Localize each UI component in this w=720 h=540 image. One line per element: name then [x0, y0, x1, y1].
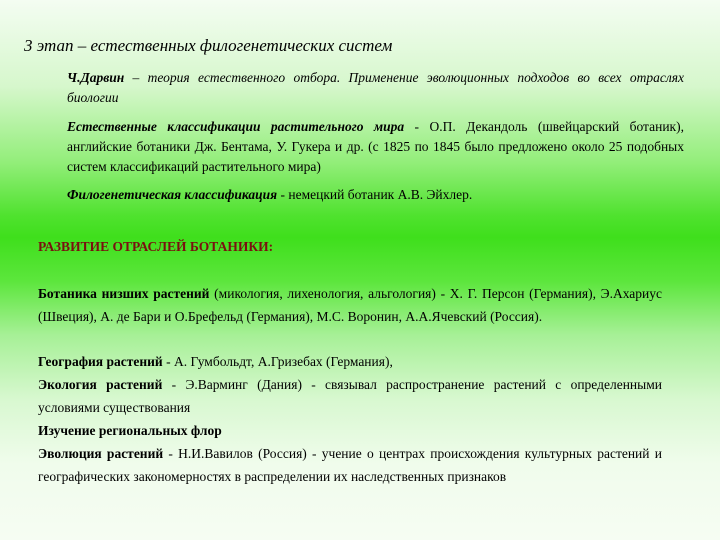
branch-plant-ecology-term: Экология растений	[38, 377, 163, 392]
item-phylogenetic-term: Филогенетическая классификация	[67, 187, 278, 202]
branch-regional-floras	[38, 420, 662, 443]
branch-lower-plants-text: (микология, лихенология, альгология) - Х. Г. Персон (Германия), Э.Ахариус (Швеция), А. де Бари и О.Брефельд (Германия), М.С. Воронин, А.А.Ячевский (Россия).	[38, 286, 662, 324]
section-heading: РАЗВИТИЕ ОТРАСЛЕЙ БОТАНИКИ:	[38, 239, 274, 254]
slide-title: 3 этап – естественных филогенетических систем	[24, 36, 393, 55]
branch-lower-plants-term: Ботаника низших растений	[38, 286, 210, 301]
branch-plant-evolution-text: - Н.И.Вавилов (Россия) - учение о центрах происхождения культурных растений и географических закономерностях в распределении их наследственных признаков	[38, 446, 662, 484]
branch-plant-geography-text: - А. Гумбольдт, А.Гризебах (Германия),	[162, 354, 393, 369]
branch-regional-floras-term: Изучение региональных флор	[38, 423, 222, 438]
branch-plant-geography	[38, 351, 662, 374]
branch-plant-geography-term: География растений	[38, 354, 163, 369]
item-darwin-term: Ч.Дарвин	[67, 70, 125, 85]
item-darwin-text: – теория естественного отбора. Применение эволюционных подходов во всех отраслях биологии	[67, 70, 684, 105]
item-natural-classifications-text: - О.П. Декандоль (швейцарский ботаник), английские ботаники Дж. Бентама, У. Гукера и др. (с 1825 по 1845 было предложено около 25 подобных систем классификаций растительного мира)	[67, 119, 684, 174]
branch-plant-evolution	[38, 443, 662, 488]
branch-plant-evolution-term: Эволюция растений	[38, 446, 164, 461]
item-phylogenetic	[67, 185, 684, 205]
item-natural-classifications-term: Естественные классификации растительного мира	[67, 119, 405, 134]
branch-plant-ecology-text: - Э.Варминг (Дания) - связывал распространение растений с определенными условиями существования	[38, 377, 662, 415]
item-phylogenetic-text: - немецкий ботаник А.В. Эйхлер.	[277, 187, 473, 202]
item-darwin	[67, 68, 684, 108]
branch-lower-plants	[38, 283, 662, 328]
item-natural-classifications	[67, 117, 684, 177]
branch-plant-ecology	[38, 374, 662, 419]
